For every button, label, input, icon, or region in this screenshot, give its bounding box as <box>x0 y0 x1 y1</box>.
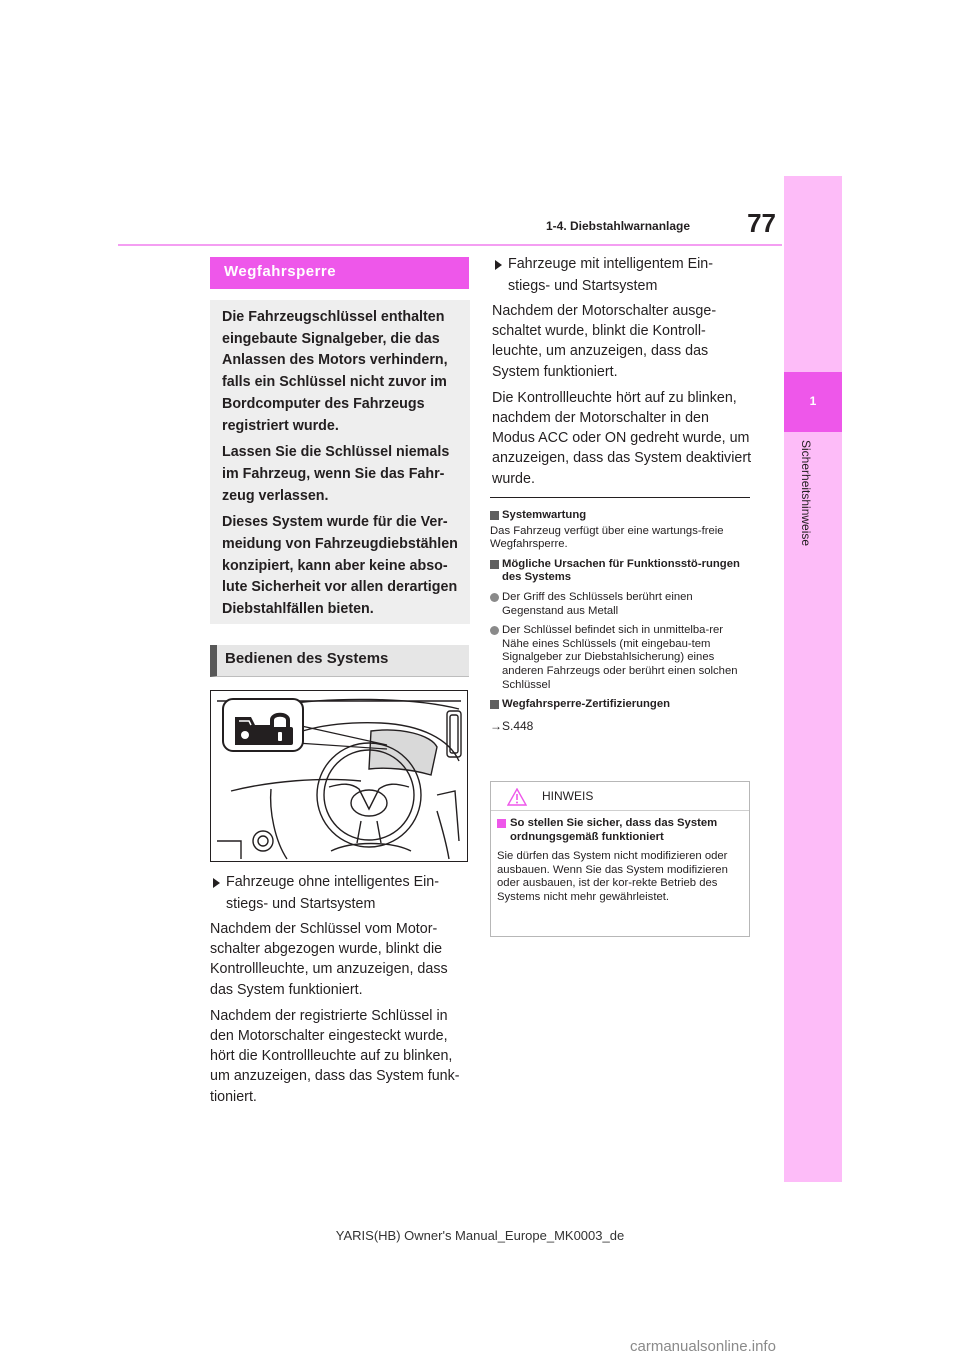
square-bullet-icon <box>490 700 499 709</box>
warning-triangle-icon <box>507 788 527 806</box>
body-paragraph: Nachdem der registrierte Schlüssel in den Motorschalter eingesteckt wurde, hört die Kontrollleuchte auf zu blinken, um anzuzeigen, dass das System funk-tioniert. <box>210 1007 460 1105</box>
note-item: Der Schlüssel befindet sich in unmittelba-rer Nähe eines Schlüssels (mit eingebau-tem Signalgeber zur Diebstahlsicherung) eines anderen Fahrzeugs oder berührt einen solchen Schlüssel <box>490 624 752 692</box>
bullet-ohne-smart-key: Fahrzeuge ohne intelligentes Ein-stiegs- und Startsystem <box>210 872 470 915</box>
notice-body <box>491 811 749 905</box>
notice-text: Sie dürfen das System nicht modifizieren oder ausbauen. Wenn Sie das System modifizieren oder ausbauen, ist der kor-rekte Betrieb des Systems nicht mehr gewährleistet. <box>497 850 728 903</box>
chapter-side-tab <box>784 176 842 1182</box>
page-reference-link[interactable]: →S.448 <box>490 718 534 733</box>
note-text: Das Fahrzeug verfügt über eine wartungs-freie Wegfahrsperre. <box>490 524 724 551</box>
footer-manual-id: YARIS(HB) Owner's Manual_Europe_MK0003_de <box>335 1228 625 1243</box>
info-paragraph: Die Fahrzeugschlüssel enthalten eingebaute Signalgeber, die das Anlassen des Motors verhindern, falls ein Schlüssel nicht zuvor im Bordcomputer des Fahrzeugs registriert wurde. <box>222 309 448 434</box>
dashboard-drawing <box>211 691 467 861</box>
section-heading-wegfahrsperre: Wegfahrsperre <box>210 257 469 289</box>
watermark: carmanualsonline.info <box>630 1338 776 1355</box>
circle-bullet-icon <box>490 593 499 602</box>
dashboard-illustration <box>210 690 468 862</box>
notice-title: So stellen Sie sicher, dass das System ordnungsgemäß funktioniert <box>497 817 743 844</box>
square-bullet-icon <box>497 819 506 828</box>
note-title-zertifizierungen: Wegfahrsperre-Zertifizierungen <box>490 698 752 712</box>
body-paragraph: Nachdem der Motorschalter ausge-schaltet wurde, blinkt die Kontroll-leuchte, um anzuzeigen, dass das System funktioniert. <box>492 303 717 380</box>
section-header: 1-4. Diebstahlwarnanlage <box>546 219 691 233</box>
left-body <box>210 872 470 1113</box>
bullet-triangle-icon <box>495 260 502 270</box>
bullet-triangle-icon <box>213 878 220 888</box>
note-item: Der Griff des Schlüssels berührt einen Gegenstand aus Metall <box>490 591 752 618</box>
header-rule <box>118 244 782 246</box>
square-bullet-icon <box>490 560 499 569</box>
note-title-systemwartung: Systemwartung <box>490 509 752 523</box>
chapter-number: 1 <box>784 372 842 432</box>
notice-box <box>490 781 750 937</box>
notes-section <box>490 503 752 733</box>
body-paragraph: Die Kontrollleuchte hört auf zu blinken, nachdem der Motorschalter in den Modus ACC oder ON gedreht wurde, um anzuzeigen, dass das System deaktiviert wurde. <box>492 389 752 487</box>
circle-bullet-icon <box>490 626 499 635</box>
notes-divider <box>490 497 750 498</box>
notice-header <box>491 782 749 811</box>
sub-heading-bedienen: Bedienen des Systems <box>210 645 469 677</box>
info-box <box>210 300 470 624</box>
note-title-ursachen: Mögliche Ursachen für Funktionsstö-rungen des Systems <box>490 558 752 585</box>
info-paragraph: Lassen Sie die Schlüssel niemals im Fahrzeug, wenn Sie das Fahr-zeug verlassen. <box>222 444 450 504</box>
chapter-title: Sicherheitshinweise <box>799 440 813 547</box>
notice-label: HINWEIS <box>542 789 594 803</box>
info-paragraph: Dieses System wurde für die Ver-meidung von Fahrzeugdiebstählen konzipiert, kann aber keine abso-lute Sicherheit vor allen derartigen Diebstahlfällen bieten. <box>222 514 458 618</box>
bullet-mit-smart-key: Fahrzeuge mit intelligentem Ein-stiegs- und Startsystem <box>492 254 752 297</box>
square-bullet-icon <box>490 511 499 520</box>
body-paragraph: Nachdem der Schlüssel vom Motor-schalter abgezogen wurde, blinkt die Kontrollleuchte, um anzuzeigen, dass das System funktioniert. <box>210 921 448 998</box>
right-body <box>492 254 752 495</box>
page-number: 77 <box>747 208 776 238</box>
